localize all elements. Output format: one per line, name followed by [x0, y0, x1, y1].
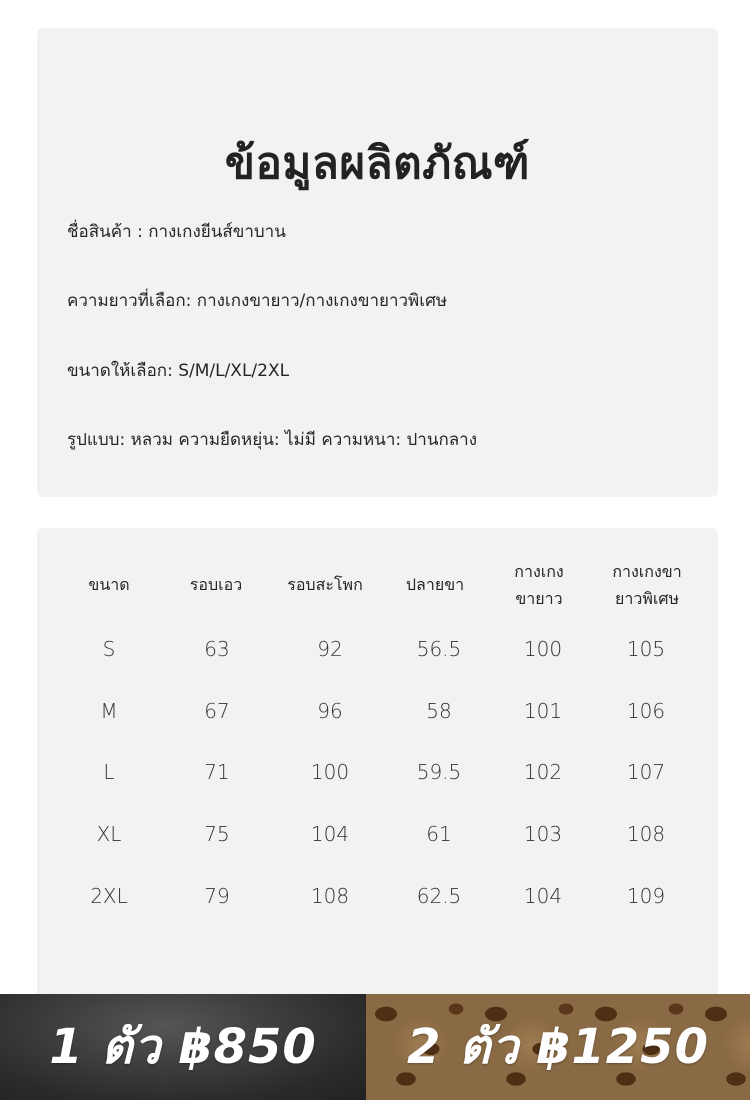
cell-hip: 96 — [317, 699, 343, 723]
cell-hip: 92 — [317, 637, 343, 661]
cell-extra-long-pants: 108 — [626, 822, 666, 846]
cell-leg-opening: 56.5 — [416, 637, 462, 661]
header-extra-long-pants: กางเกงขา ยาวพิเศษ — [612, 562, 682, 608]
header-long-pants: กางเกง ขายาว — [514, 562, 564, 608]
cell-size: XL — [96, 822, 122, 846]
cell-size: 2XL — [90, 884, 128, 908]
cell-waist: 75 — [204, 822, 230, 846]
cell-long-pants: 103 — [523, 822, 563, 846]
table-row — [37, 691, 718, 731]
price-banner — [0, 994, 750, 1100]
style-details-line: รูปแบบ: หลวม ความยืดหยุ่น: ไม่มี ความหนา: ปานกลาง — [67, 430, 478, 450]
product-info-card — [37, 28, 718, 497]
product-name-line: ชื่อสินค้า : กางเกงยีนส์ขาบาน — [67, 222, 286, 242]
header-hip: รอบสะโพก — [287, 575, 363, 594]
cell-long-pants: 100 — [523, 637, 563, 661]
cell-leg-opening: 59.5 — [416, 760, 462, 784]
price-single-label: 1 ตัว ฿850 — [49, 1019, 317, 1075]
table-header-row — [37, 558, 718, 618]
table-row — [37, 876, 718, 916]
cell-hip: 108 — [310, 884, 350, 908]
cell-extra-long-pants: 105 — [626, 637, 666, 661]
cell-long-pants: 101 — [523, 699, 563, 723]
cell-leg-opening: 62.5 — [416, 884, 462, 908]
length-options-line: ความยาวที่เลือก: กางเกงขายาว/กางเกงขายาวพิเศษ — [67, 291, 448, 311]
cell-size: M — [100, 699, 118, 723]
cell-extra-long-pants: 109 — [626, 884, 666, 908]
table-row — [37, 629, 718, 669]
price-option-double[interactable] — [366, 994, 750, 1100]
price-option-single[interactable] — [0, 994, 366, 1100]
size-options-line: ขนาดให้เลือก: S/M/L/XL/2XL — [67, 361, 290, 381]
cell-waist: 63 — [204, 637, 230, 661]
cell-long-pants: 104 — [523, 884, 563, 908]
cell-leg-opening: 61 — [426, 822, 452, 846]
cell-waist: 79 — [204, 884, 230, 908]
cell-hip: 104 — [310, 822, 350, 846]
cell-leg-opening: 58 — [426, 699, 452, 723]
header-size: ขนาด — [88, 575, 130, 594]
cell-extra-long-pants: 107 — [626, 760, 666, 784]
page-title: ข้อมูลผลิตภัณฑ์ — [224, 138, 531, 189]
cell-waist: 71 — [204, 760, 230, 784]
cell-extra-long-pants: 106 — [626, 699, 666, 723]
size-chart-card — [37, 528, 718, 1008]
cell-waist: 67 — [204, 699, 230, 723]
table-row — [37, 814, 718, 854]
cell-long-pants: 102 — [523, 760, 563, 784]
header-waist: รอบเอว — [189, 575, 243, 594]
cell-hip: 100 — [310, 760, 350, 784]
cell-size: S — [102, 637, 116, 661]
table-row — [37, 752, 718, 792]
header-leg-opening: ปลายขา — [405, 575, 465, 594]
cell-size: L — [103, 760, 115, 784]
price-double-label: 2 ตัว ฿1250 — [407, 1019, 709, 1075]
